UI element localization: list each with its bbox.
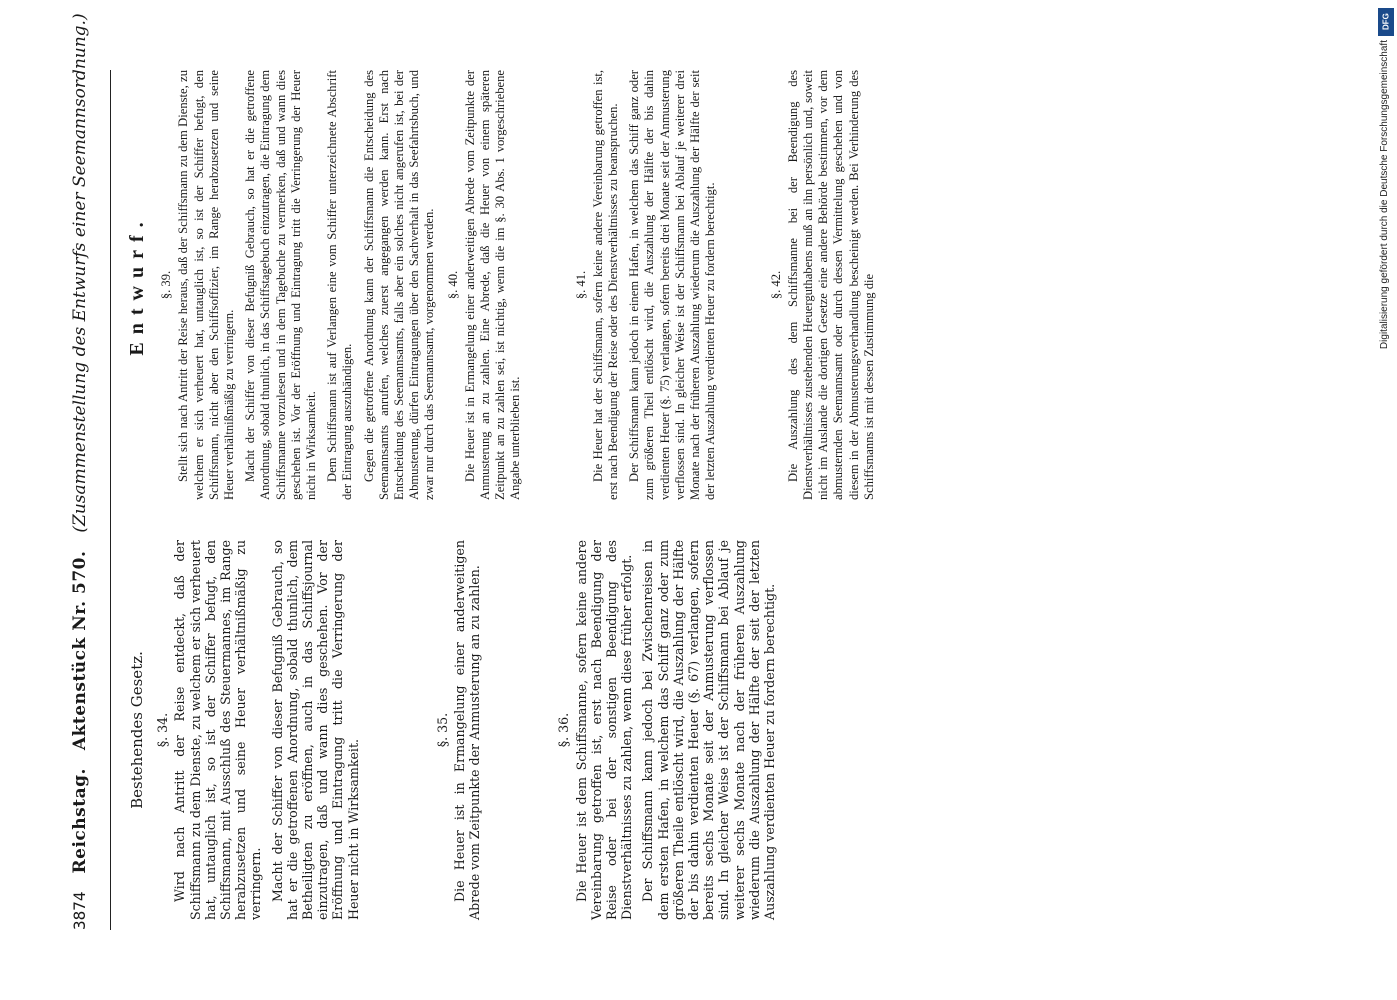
paragraph: Der Schiffsmann kann jedoch bei Zwischenreisen in dem ersten Hafen, in welchem das Schiff ganz oder zum größeren Theile entlöscht wird, die Auszahlung der Hälfte der bis dahin verdienten Heuer (§. 67) verlangen, sofern bereits sechs Monate seit der Anmusterung verflossen sind. In gleicher Weise ist der Schiffsmann bei Ablauf je weiterer sechs Monate nach der früheren Auszahlung wiederum die Auszahlung der Hälfte der seit der letzten Auszahlung verdienten Heuer zu fordern berechtigt. bbox=[640, 540, 778, 920]
paragraph: Stellt sich nach Antritt der Reise heraus, daß der Schiffsmann zu dem Dienste, zu welchem er sich verheuert hat, untauglich ist, so ist der Schiffer befugt, den Schiffsmann, nicht aber den Schiffsoffizier, im Range herabzusetzen und seine Heuer verhältnißmäßig zu verringern. bbox=[176, 70, 237, 500]
dfg-logo: DFG bbox=[1378, 8, 1394, 36]
page-header bbox=[70, 13, 111, 930]
section-heading: §. 34. bbox=[155, 712, 171, 748]
page-number: 3874 bbox=[70, 891, 89, 930]
column-title-draft: Entwurf. bbox=[126, 214, 148, 356]
paragraph: Der Schiffsmann kann jedoch in einem Hafen, in welchem das Schiff ganz oder zum größeren Theil entlöscht wird, die Auszahlung der Hälfte der bis dahin verdienten Heuer (§. 75) verlangen, sofern bereits drei Monate seit der Anmusterung verflossen sind. In gleicher Weise ist der Schiffsmann bei Ablauf je weiterer drei Monate nach der früheren Auszahlung wiederum die Auszahlung der Hälfte der seit der letzten Auszahlung verdienten Heuer zu fordern berechtigt. bbox=[627, 70, 718, 500]
paragraph: Die Heuer hat der Schiffsmann, sofern keine andere Vereinbarung getroffen ist, erst nach Beendigung der Reise oder des Dienstverhältnisses zu beanspruchen. bbox=[590, 70, 621, 500]
paragraph: Die Heuer ist dem Schiffsmanne, sofern keine andere Vereinbarung getroffen ist, erst nach Beendigung der Reise oder bei der sonstigen Beendigung des Dienstverhältnisses zu zahlen, wenn diese früher erfolgt. bbox=[573, 540, 635, 920]
section-heading: §. 39. bbox=[159, 270, 174, 300]
paragraph: Die Heuer ist in Ermangelung einer anderweitigen Abrede vom Zeitpunkte der Anmusterung an zu zahlen. bbox=[452, 540, 483, 920]
section-heading: §. 40. bbox=[445, 270, 460, 300]
paragraph: Die Auszahlung des dem Schiffsmanne bei der Beendigung des Dienstverhältnisses zustehenden Heuerguthabens muß an ihn persönlich und, soweit nicht im Auslande die dortigen Gesetze eine andere Behörde bestimmen, vor dem abmusternden Seemannsamt oder durch dessen Vermittelung geschehen und von diesem in der Abmusterungsverhandlung bescheinigt werden. Bei Verhinderung des Schiffsmanns ist mit dessen Zustimmung die bbox=[785, 70, 876, 500]
section-heading: §. 36. bbox=[556, 712, 572, 748]
credit-text: Digitalisierung gefördert durch die Deutsche Forschungsgemeinschaft bbox=[1379, 40, 1390, 350]
column-title-existing: Bestehendes Gesetz. bbox=[128, 651, 146, 809]
header-title: (Zusammenstellung des Entwurfs einer Seemannsordnung.) bbox=[70, 13, 90, 533]
section-heading: §. 35. bbox=[434, 712, 450, 748]
header-reichstag: Reichstag. bbox=[70, 768, 90, 874]
paragraph: Gegen die getroffene Anordnung kann der Schiffsmann die Entscheidung des Seemannsamts anrufen, welches zuerst angegangen werden kann. Erst nach Entscheidung des Seemannsamts, falls aber ein solches nicht angerufen ist, bei der Abmusterung, dürfen Eintragungen über den Sachverhalt in das Seefahrtsbuch, und zwar nur durch das Seemannsamt, vorgenommen werden. bbox=[361, 70, 437, 500]
paragraph: Macht der Schiffer von dieser Befugniß Gebrauch, so hat er die getroffenen Anordnung, sobald thunlich, dem Betheiligten zu eröffnen, auch in das Schiffsjournal einzutragen, daß und wann dies geschehen. Vor der Eröffnung und Eintragung tritt die Verringerung der Heuer nicht in Wirksamkeit. bbox=[269, 540, 361, 920]
paragraph: Die Heuer ist in Ermangelung einer anderweitigen Abrede vom Zeitpunkte der Anmusterung an zu zahlen. Eine Abrede, daß die Heuer von einem späteren Zeitpunkt an zu zahlen sei, ist nichtig, wenn die im §. 30 Abs. 1 vorgeschriebene Angabe unterblieben ist. bbox=[462, 70, 523, 500]
header-aktenstueck: Aktenstück Nr. 570. bbox=[70, 550, 90, 751]
section-heading: §. 41. bbox=[573, 270, 588, 300]
section-heading: §. 42. bbox=[768, 270, 783, 300]
digitization-credit bbox=[1375, 0, 1395, 1000]
paragraph: Dem Schiffsmann ist auf Verlangen eine vom Schiffer unterzeichnete Abschrift der Eintragung auszuhändigen. bbox=[325, 70, 355, 500]
paragraph: Macht der Schiffer von dieser Befugniß Gebrauch, so hat er die getroffene Anordnung, sobald thunlich, in das Schiffstagebuch einzutragen, die Eintragung dem Schiffsmanne vorzulesen und in dem Tagebuche zu vermerken, daß und wann dies geschehen ist. Vor der Eröffnung und Eintragung tritt die Verringerung der Heuer nicht in Wirksamkeit. bbox=[243, 70, 319, 500]
column-draft bbox=[126, 70, 883, 500]
paragraph: Wird nach Antritt der Reise entdeckt, daß der Schiffsmann zu dem Dienste, zu welchem er sich verheuert hat, untauglich ist, so ist der Schiffer befugt, den Schiffsmann, mit Ausschluß des Steuermannes, im Range herabzusetzen und seine Heuer verhältnißmäßig zu verringern. bbox=[172, 540, 264, 920]
column-existing-law bbox=[130, 540, 783, 920]
